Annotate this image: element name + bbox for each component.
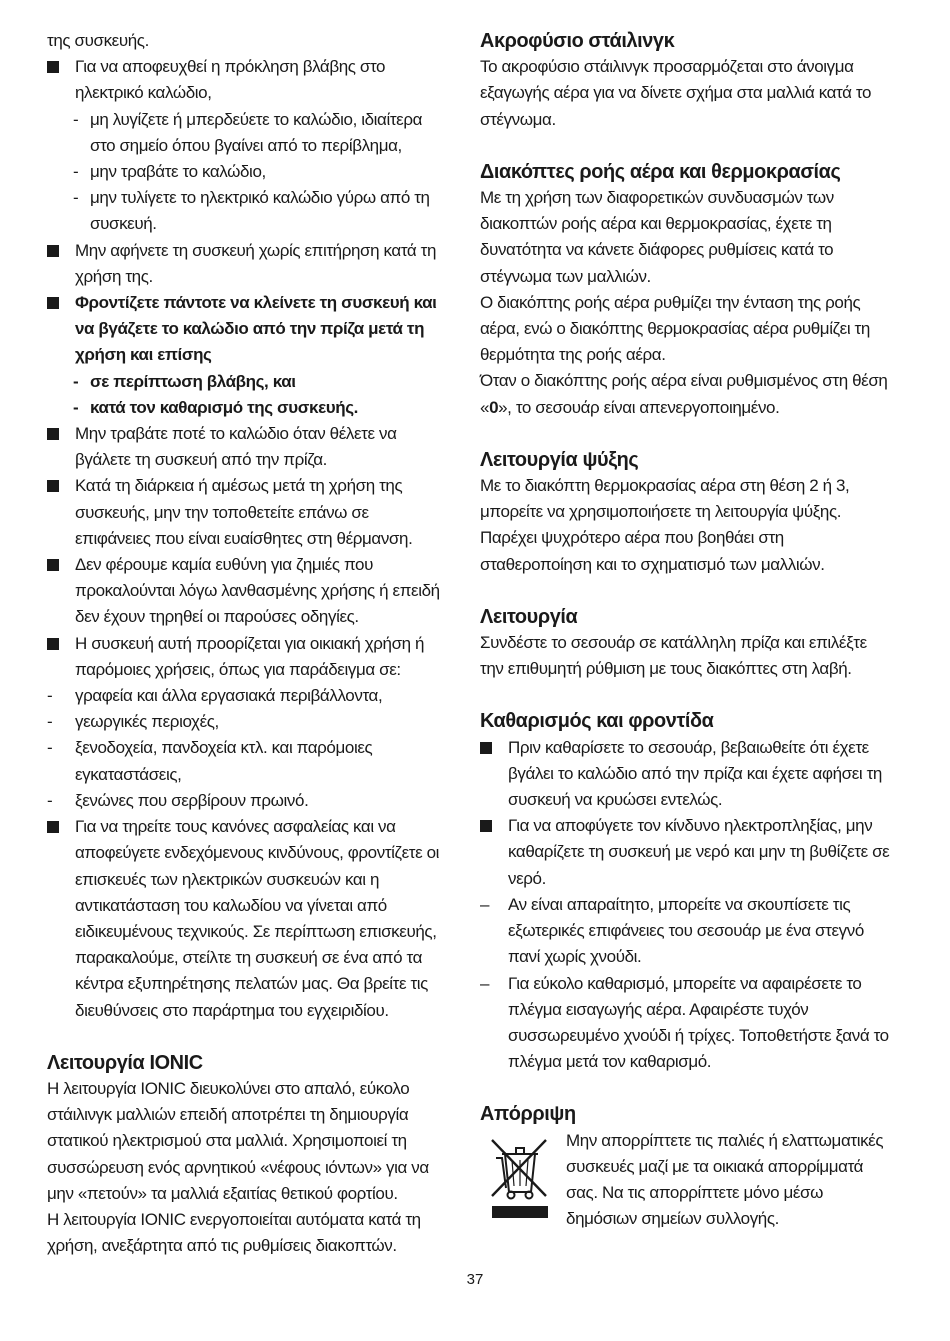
section-heading-switches: Διακόπτες ροής αέρα και θερμοκρασίας (480, 160, 841, 183)
dash-marker: - (47, 790, 53, 810)
switch-position-zero: 0 (489, 397, 499, 417)
section-heading-cool: Λειτουργία ψύξης (480, 448, 639, 471)
square-bullet-icon (47, 297, 59, 309)
dash-item (47, 369, 447, 395)
paragraph: Με το διακόπτη θερμοκρασίας αέρα στη θέση 2 ή 3, μπορείτε να χρησιμοποιήσετε τη λειτουργία ψύξης. Παρέχει ψυχρότερο αέρα που βοηθάει στη σταθεροποίηση και το σχηματισμό των μαλλιών. (480, 476, 850, 574)
right-column (480, 28, 890, 1232)
dash-text: ξενώνες που σερβίρουν πρωινό. (75, 790, 309, 810)
dash-item (480, 971, 890, 1076)
dash-text: γεωργικές περιοχές, (75, 712, 219, 732)
bullet-item (47, 54, 447, 106)
page-number: 37 (466, 1271, 484, 1288)
bullet-text: Δεν φέρουμε καμία ευθύνη για ζημιές που προκαλούνται λόγω λανθασμένης χρήσης ή επειδή δεν έχουν τηρηθεί οι παρούσες οδηγίες. (75, 555, 440, 627)
crossed-out-wheelie-bin-icon (488, 1136, 552, 1220)
dash-marker: - (47, 712, 53, 732)
bullet-text: Πριν καθαρίσετε το σεσουάρ, βεβαιωθείτε ότι έχετε βγάλει το καλώδιο από την πρίζα και έχετε αφήσει τη συσκευή να κρυώσει εντελώς. (508, 737, 882, 810)
dash-item (47, 735, 447, 787)
dash-text: κατά τον καθαρισμό της συσκευής. (90, 397, 358, 417)
continued-text: της συσκευής. (47, 31, 149, 50)
section-heading-nozzle: Ακροφύσιο στάιλινγκ (480, 30, 675, 52)
section-heading-ionic: Λειτουργία IONIC (47, 1051, 203, 1074)
square-bullet-icon (480, 820, 492, 832)
dash-item (47, 683, 447, 709)
section-heading-disposal: Απόρριψη (480, 1103, 576, 1126)
paragraph: Η λειτουργία IONIC διευκολύνει στο απαλό, εύκολο στάιλινγκ μαλλιών επειδή αποτρέπει τη δημιουργία στατικού ηλεκτρισμού στα μαλλιά. Χρησιμοποιεί τη συσσώρευση ενός αρνητικού «νέφους ιόντων» για να μην «πετούν» τα μαλλιά εξαιτίας θετικού φορτίου. (47, 1078, 429, 1203)
bullet-item (47, 238, 447, 290)
bullet-text: Η συσκευή αυτή προορίζεται για οικιακή χρήση ή παρόμοιες χρήσεις, όπως για παράδειγμα σε: (75, 633, 425, 679)
paragraph: Ο διακόπτης ροής αέρα ρυθμίζει την ένταση της ροής αέρα, ενώ ο διακόπτης θερμοκρασίας αέρα ρυθμίζει τη θερμότητα της ροής αέρα. (480, 292, 870, 365)
dash-marker: – (480, 973, 490, 993)
bullet-text: Μην αφήνετε τη συσκευή χωρίς επιτήρηση κατά τη χρήση της. (75, 240, 437, 286)
bullet-text: Για να αποφευχθεί η πρόκληση βλάβης στο ηλεκτρικό καλώδιο, (75, 57, 386, 103)
dash-text: σε περίπτωση βλάβης, και (90, 371, 296, 391)
dash-marker: - (73, 397, 79, 417)
bullet-text: Φροντίζετε πάντοτε να κλείνετε τη συσκευή και να βγάζετε το καλώδιο από την πρίζα μετά τη χρήση και επίσης (75, 293, 437, 365)
paragraph: Με τη χρήση των διαφορετικών συνδυασμών των διακοπτών ροής αέρα και θερμοκρασίας, έχετε τη δυνατότητα να κάνετε διάφορες ρυθμίσεις κατά το στέγνωμα των μαλλιών. (480, 188, 834, 286)
dash-item (480, 892, 890, 971)
dash-text: γραφεία και άλλα εργασιακά περιβάλλοντα, (75, 686, 383, 706)
dash-text: ξενοδοχεία, πανδοχεία κτλ. και παρόμοιες εγκαταστάσεις, (75, 738, 373, 784)
bullet-item (47, 473, 447, 552)
square-bullet-icon (47, 821, 59, 833)
dash-item (47, 709, 447, 735)
disposal-block (480, 1128, 890, 1233)
paragraph: Η λειτουργία IONIC ενεργοποιείται αυτόματα κατά τη χρήση, ανεξάρτητα από τις ρυθμίσεις διακοπτών. (47, 1209, 421, 1256)
bullet-text: Μην τραβάτε ποτέ το καλώδιο όταν θέλετε να βγάλετε τη συσκευή από την πρίζα. (75, 424, 397, 470)
dash-item (47, 185, 447, 237)
section-heading-operation: Λειτουργία (480, 605, 578, 628)
dash-marker: - (73, 109, 79, 129)
left-column (47, 28, 447, 1259)
dash-item (47, 107, 447, 159)
bullet-item-bold (47, 290, 447, 369)
bullet-item (47, 421, 447, 473)
bullet-text: Κατά τη διάρκεια ή αμέσως μετά τη χρήση της συσκευής, μην την τοποθετείτε επάνω σε επιφάνειες που είναι ευαίσθητες στη θέρμανση. (75, 476, 413, 548)
dash-item (47, 395, 447, 421)
bullet-item (47, 552, 447, 631)
dash-text: μη λυγίζετε ή μπερδεύετε το καλώδιο, ιδιαίτερα στο σημείο όπου βγαίνει από το περίβλημα, (90, 109, 423, 155)
paragraph-part: », το σεσουάρ είναι απενεργοποιημένο. (498, 397, 780, 417)
bullet-item (47, 814, 447, 1024)
bullet-item (480, 735, 890, 814)
dash-text: Για εύκολο καθαρισμό, μπορείτε να αφαιρέσετε το πλέγμα εισαγωγής αέρα. Αφαιρέστε τυχόν συσσωρευμένο χνούδι ή τρίχες. Τοποθετήστε ξανά το πλέγμα μετά τον καθαρισμό. (508, 973, 889, 1072)
square-bullet-icon (47, 61, 59, 73)
dash-marker: - (73, 162, 79, 182)
square-bullet-icon (47, 428, 59, 440)
dash-marker: - (47, 738, 53, 758)
square-bullet-icon (47, 559, 59, 571)
disposal-text: Μην απορρίπτετε τις παλιές ή ελαττωματικές συσκευές μαζί με τα οικιακά απορρίμματά σας. Να τις απορρίπτετε μόνο μέσω δημόσιων σημείων συλλογής. (566, 1130, 884, 1229)
square-bullet-icon (47, 245, 59, 257)
square-bullet-icon (480, 742, 492, 754)
bullet-text: Για να τηρείτε τους κανόνες ασφαλείας και να αποφεύγετε ενδεχόμενους κινδύνους, φροντίζετε οι επισκευές των ηλεκτρικών συσκευών και η αντικατάσταση του καλωδίου να γίνεται από ειδικευμένους τεχνικούς. Σε περίπτωση επισκευής, παρακαλούμε, στείλτε τη συσκευή σε ένα από τα κέντρα εξυπηρέτησης πελατών μας. Θα βρείτε τις διευθύνσεις στο παράρτημα του εγχειριδίου. (75, 817, 440, 1020)
dash-marker: - (73, 188, 79, 208)
dash-marker: – (480, 894, 490, 914)
dash-item (47, 788, 447, 814)
paragraph (480, 368, 890, 420)
bullet-item (47, 631, 447, 683)
paragraph: Το ακροφύσιο στάιλινγκ προσαρμόζεται στο άνοιγμα εξαγωγής αέρα για να δίνετε σχήμα στα μαλλιά κατά το στέγνωμα. (480, 57, 872, 129)
dash-text: Αν είναι απαραίτητο, μπορείτε να σκουπίσετε τις εξωτερικές επιφάνειες του σεσουάρ με ένα στεγνό πανί χωρίς χνούδι. (508, 894, 864, 967)
paragraph: Συνδέστε το σεσουάρ σε κατάλληλη πρίζα και επιλέξτε την επιθυμητή ρύθμιση με τους διακόπτες στη λαβή. (480, 633, 867, 679)
dash-text: μην τυλίγετε το ηλεκτρικό καλώδιο γύρω από τη συσκευή. (90, 188, 430, 234)
dash-marker: - (47, 686, 53, 706)
square-bullet-icon (47, 638, 59, 650)
dash-marker: - (73, 371, 79, 391)
square-bullet-icon (47, 480, 59, 492)
paragraph-part: Όταν ο διακόπτης ροής αέρα είναι ρυθμισμένος στη θέση « (480, 371, 888, 417)
section-heading-cleaning: Καθαρισμός και φροντίδα (480, 710, 714, 733)
dash-text: μην τραβάτε το καλώδιο, (90, 162, 266, 182)
bullet-text: Για να αποφύγετε τον κίνδυνο ηλεκτροπληξίας, μην καθαρίζετε τη συσκευή με νερό και μην τη βυθίζετε σε νερό. (508, 816, 890, 888)
dash-item (47, 159, 447, 185)
bullet-item (480, 813, 890, 892)
